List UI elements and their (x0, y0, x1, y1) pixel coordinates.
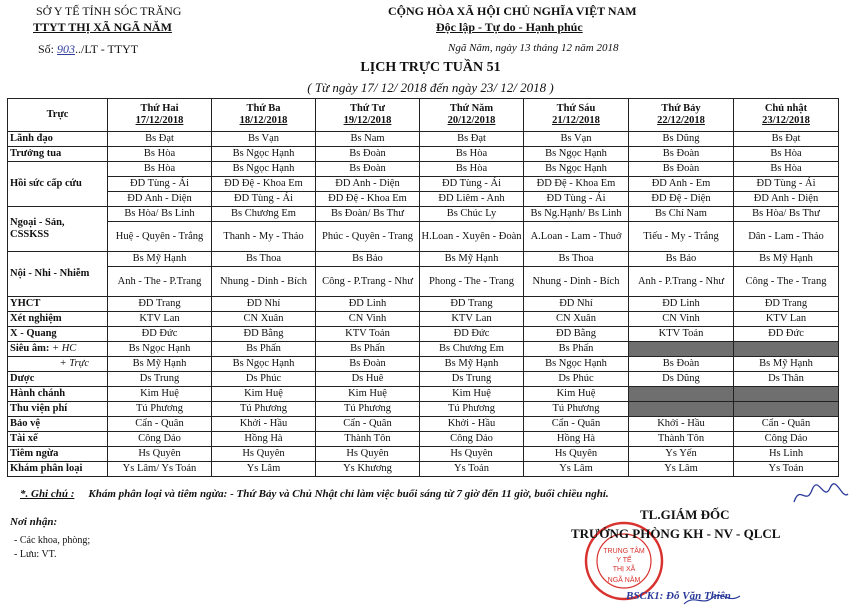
national-title: CỘNG HÒA XÃ HỘI CHỦ NGHĨA VIỆT NAM (388, 4, 637, 18)
cell: Cẩn - Quân (524, 417, 629, 432)
cell: Nhung - Dinh - Bích (212, 267, 316, 297)
cell: Ys Yến (629, 447, 734, 462)
cell: A.Loan - Lam - Thuở (524, 222, 629, 252)
cell: Hs Quyên (420, 447, 524, 462)
cell: Cẩn - Quân (108, 417, 212, 432)
cell: Bs Dũng (629, 132, 734, 147)
row-lanh-dao (8, 132, 839, 147)
col-header-day: Thứ Tư 19/12/2018 (316, 99, 420, 132)
cell: Ys Toản (420, 462, 524, 477)
row-label: Tiêm ngừa (8, 447, 108, 462)
cell: KTV Toản (316, 327, 420, 342)
cell: Bs Ngọc Hạnh (212, 147, 316, 162)
footnote (20, 488, 609, 500)
cell: Ys Lâm (212, 462, 316, 477)
cell: ĐD Đệ - Khoa Em (524, 177, 629, 192)
cell: ĐD Anh - Em (629, 177, 734, 192)
cell: ĐD Trang (108, 297, 212, 312)
cell: Bs Mỹ Hạnh (420, 252, 524, 267)
header-row (8, 99, 839, 132)
cell: Bs Chương Em (212, 207, 316, 222)
cell: Bs Hòa (734, 162, 839, 177)
cell: Bs Ngọc Hạnh (212, 357, 316, 372)
doc-number-suffix: ../LT - TTYT (75, 42, 139, 56)
cell: Công Dảo (420, 432, 524, 447)
col-header-day: Chủ nhật 23/12/2018 (734, 99, 839, 132)
row-x-quang (8, 327, 839, 342)
cell: Bs Bảo (629, 252, 734, 267)
cell: ĐD Trang (420, 297, 524, 312)
cell: ĐD Trang (734, 297, 839, 312)
doc-number-value: 903 (57, 42, 76, 56)
cell: Bs Ng.Hạnh/ Bs Linh (524, 207, 629, 222)
cell: Anh - The - P.Trang (108, 267, 212, 297)
col-header-day: Thứ Năm 20/12/2018 (420, 99, 524, 132)
cell: KTV Lan (108, 312, 212, 327)
col-header-day: Thứ Ba 18/12/2018 (212, 99, 316, 132)
row-yhct (8, 297, 839, 312)
row-hanh-chanh (8, 387, 839, 402)
doc-date: Ngã Năm, ngày 13 tháng 12 năm 2018 (448, 42, 619, 54)
cell: ĐD Tùng - Ái (524, 192, 629, 207)
cell: KTV Toản (629, 327, 734, 342)
cell: Ds Trung (420, 372, 524, 387)
row-hoi-suc-1 (8, 162, 839, 177)
cell: Tú Phương (316, 402, 420, 417)
row-duoc (8, 372, 839, 387)
row-truong-tua (8, 147, 839, 162)
cell: Bs Hòa/ Bs Thư (734, 207, 839, 222)
cell: Bs Nam (316, 132, 420, 147)
cell: Anh - P.Trang - Như (629, 267, 734, 297)
cell: H.Loan - Xuyên - Đoàn (420, 222, 524, 252)
cell: Khởi - Hầu (212, 417, 316, 432)
cell: Hồng Hà (524, 432, 629, 447)
row-label: Trưởng tua (8, 147, 108, 162)
cell: Huệ - Quyên - Trắng (108, 222, 212, 252)
cell: Bs Ngọc Hạnh (108, 342, 212, 357)
row-label: Lãnh đạo (8, 132, 108, 147)
row-label: YHCT (8, 297, 108, 312)
cell: Bs Thoa (212, 252, 316, 267)
recipients-title: Nơi nhận: (10, 516, 58, 528)
cell: Bs Ngọc Hạnh (524, 162, 629, 177)
row-label: Bảo vệ (8, 417, 108, 432)
cell: Bs Phấn (212, 342, 316, 357)
row-tiem-ngua (8, 447, 839, 462)
row-label: + Trực (8, 357, 108, 372)
cell: Kim Huệ (108, 387, 212, 402)
cell: ĐD Bằng (212, 327, 316, 342)
doc-number-label: Số: (38, 42, 55, 56)
cell: Hs Quyên (212, 447, 316, 462)
cell: ĐD Anh - Diện (108, 192, 212, 207)
cell: ĐD Linh (629, 297, 734, 312)
cell: Nhung - Dinh - Bích (524, 267, 629, 297)
org-name: TTYT THỊ XÃ NGÃ NĂM (33, 20, 172, 34)
svg-text:TRUNG TÂM: TRUNG TÂM (603, 548, 645, 555)
cell: Ds Huê (316, 372, 420, 387)
cell: Ds Phúc (524, 372, 629, 387)
row-label: Xét nghiệm (8, 312, 108, 327)
cell: Bs Chương Em (420, 342, 524, 357)
row-label: Tài xế (8, 432, 108, 447)
row-sieu-am-truc (8, 357, 839, 372)
row-kham-phan-loai (8, 462, 839, 477)
cell: Bs Thoa (524, 252, 629, 267)
cell: Khởi - Hầu (629, 417, 734, 432)
cell-closed (734, 402, 839, 417)
cell: Kim Huệ (524, 387, 629, 402)
cell: ĐD Đức (420, 327, 524, 342)
row-label: Thu viện phí (8, 402, 108, 417)
cell: Hs Quyên (524, 447, 629, 462)
cell-closed (629, 402, 734, 417)
cell: ĐD Đệ - Khoa Em (316, 192, 420, 207)
cell: Kim Huệ (316, 387, 420, 402)
cell: Bs Ngọc Hạnh (524, 147, 629, 162)
cell: Hồng Hà (212, 432, 316, 447)
cell: CN Xuân (212, 312, 316, 327)
row-label: Ngoại - Sản, CSSKSS (8, 207, 108, 252)
cell: Bs Mỹ Hạnh (108, 357, 212, 372)
cell: CN Xuân (524, 312, 629, 327)
row-hoi-suc-2 (8, 177, 839, 192)
row-sieu-am-hc (8, 342, 839, 357)
cell: Kim Huệ (212, 387, 316, 402)
cell: Bs Đạt (420, 132, 524, 147)
svg-text:Y TẾ: Y TẾ (616, 557, 632, 564)
row-hoi-suc-3 (8, 192, 839, 207)
cell: Hs Quyên (108, 447, 212, 462)
cell: Ys Lâm (629, 462, 734, 477)
row-label: Nội - Nhi - Nhiễm (8, 252, 108, 297)
cell: Bs Phấn (316, 342, 420, 357)
cell: Kim Huệ (420, 387, 524, 402)
cell: Thành Tôn (316, 432, 420, 447)
cell: Ys Khương (316, 462, 420, 477)
cell: Bs Đoàn (316, 357, 420, 372)
cell: Bs Ngọc Hạnh (524, 357, 629, 372)
cell: ĐD Liêm - Anh (420, 192, 524, 207)
cell: Hs Linh (734, 447, 839, 462)
cell: ĐD Linh (316, 297, 420, 312)
cell: Ds Thân (734, 372, 839, 387)
signature-icon (682, 592, 742, 608)
cell: Khởi - Hầu (420, 417, 524, 432)
cell-closed (734, 342, 839, 357)
cell: Ys Lâm (524, 462, 629, 477)
row-label: Hành chánh (8, 387, 108, 402)
cell: Bs Mỹ Hạnh (734, 357, 839, 372)
cell: Bs Hòa (420, 162, 524, 177)
cell-closed (629, 387, 734, 402)
initials-icon (790, 480, 850, 510)
cell-closed (629, 342, 734, 357)
row-label: Siêu âm: + HC (8, 342, 108, 357)
cell: CN Vinh (316, 312, 420, 327)
national-motto: Độc lập - Tự do - Hạnh phúc (436, 20, 583, 34)
cell: ĐD Nhí (524, 297, 629, 312)
cell: Bs Mỹ Hạnh (734, 252, 839, 267)
cell: Bs Hòa (420, 147, 524, 162)
cell: Bs Hòa (108, 162, 212, 177)
cell: ĐD Tùng - Ái (212, 192, 316, 207)
row-label: Dược (8, 372, 108, 387)
cell: ĐD Tùng - Ái (734, 177, 839, 192)
row-xet-nghiem (8, 312, 839, 327)
row-bao-ve (8, 417, 839, 432)
recipient-item: - Các khoa, phòng; (14, 535, 91, 546)
page-title: LỊCH TRỰC TUẦN 51 (360, 60, 501, 75)
cell: Công Dảo (108, 432, 212, 447)
signature-line2: TRƯỞNG PHÒNG KH - NV - QLCL (571, 526, 781, 541)
row-noi-nhi-1 (8, 252, 839, 267)
row-ngoai-san-1 (8, 207, 839, 222)
cell: Bs Đoàn (316, 147, 420, 162)
cell: CN Vinh (629, 312, 734, 327)
cell: Công - P.Trang - Như (316, 267, 420, 297)
cell: Tú Phương (108, 402, 212, 417)
col-header-day: Thứ Sáu 21/12/2018 (524, 99, 629, 132)
cell: Hs Quyên (316, 447, 420, 462)
cell: ĐD Đệ - Khoa Em (212, 177, 316, 192)
cell: Ds Phúc (212, 372, 316, 387)
cell: Bs Đoàn (629, 147, 734, 162)
cell-closed (734, 387, 839, 402)
col-header-day: Thứ Hai 17/12/2018 (108, 99, 212, 132)
cell: Thành Tôn (629, 432, 734, 447)
cell: Thanh - My - Thảo (212, 222, 316, 252)
cell: Bs Mỹ Hạnh (108, 252, 212, 267)
cell: Bs Hòa (108, 147, 212, 162)
cell: ĐD Bằng (524, 327, 629, 342)
cell: KTV Lan (734, 312, 839, 327)
cell: Tiếu - My - Trắng (629, 222, 734, 252)
row-noi-nhi-2 (8, 267, 839, 297)
cell: ĐD Tùng - Ái (420, 177, 524, 192)
org-parent: SỞ Y TẾ TỈNH SÓC TRĂNG (36, 4, 182, 18)
cell: Ys Toản (734, 462, 839, 477)
col-header-day: Thứ Bảy 22/12/2018 (629, 99, 734, 132)
svg-text:THỊ XÃ: THỊ XÃ (612, 566, 636, 573)
cell: Phúc - Quyên - Trang (316, 222, 420, 252)
footnote-text: Khám phân loại và tiêm ngừa: - Thứ Bảy và Chủ Nhật chỉ làm việc buổi sáng từ 7 giờ đến 11 giờ, buổi chiều nghỉ. (88, 488, 609, 500)
cell: Cẩn - Quân (316, 417, 420, 432)
row-ngoai-san-2 (8, 222, 839, 252)
cell: Phong - The - Trang (420, 267, 524, 297)
cell: Cẩn - Quân (734, 417, 839, 432)
signature-line1: TL.GIÁM ĐỐC (640, 507, 730, 522)
cell: ĐD Nhí (212, 297, 316, 312)
cell: Tú Phương (420, 402, 524, 417)
cell: Công - The - Trang (734, 267, 839, 297)
cell: KTV Lan (420, 312, 524, 327)
cell: Tú Phương (212, 402, 316, 417)
cell: ĐD Tùng - Ái (108, 177, 212, 192)
row-tai-xe (8, 432, 839, 447)
cell: Bs Đoàn (316, 162, 420, 177)
cell: Tú Phương (524, 402, 629, 417)
cell: Bs Đạt (734, 132, 839, 147)
row-label: Khám phân loại (8, 462, 108, 477)
cell: Bs Đoàn (629, 162, 734, 177)
doc-number (38, 42, 138, 57)
cell: Bs Hòa/ Bs Linh (108, 207, 212, 222)
cell: Bs Hòa (734, 147, 839, 162)
row-label: Hồi sức cấp cứu (8, 162, 108, 207)
footnote-key: *. Ghi chú : (20, 488, 75, 500)
svg-text:NGÃ NĂM: NGÃ NĂM (607, 577, 641, 584)
cell: ĐD Đệ - Diện (629, 192, 734, 207)
cell: Bs Ngọc Hạnh (212, 162, 316, 177)
cell: Bs Phấn (524, 342, 629, 357)
cell: Bs Mỹ Hạnh (420, 357, 524, 372)
cell: ĐD Anh - Diện (734, 192, 839, 207)
cell: Ds Dũng (629, 372, 734, 387)
row-thu-vien-phi (8, 402, 839, 417)
recipient-item: - Lưu: VT. (14, 549, 57, 560)
cell: Bs Đoàn/ Bs Thư (316, 207, 420, 222)
cell: Công Dảo (734, 432, 839, 447)
signatory-name: BSCK1: Đỗ Văn Thiên (626, 590, 731, 602)
cell: ĐD Đức (734, 327, 839, 342)
cell: Bs Chúc Ly (420, 207, 524, 222)
cell: Ds Trung (108, 372, 212, 387)
cell: Bs Chí Nam (629, 207, 734, 222)
page-subtitle: ( Từ ngày 17/ 12/ 2018 đến ngày 23/ 12/ 2018 ) (307, 80, 554, 95)
col-header-duty: Trực (8, 99, 108, 132)
cell: Bs Đoàn (629, 357, 734, 372)
schedule-table (7, 98, 839, 477)
cell: Bs Vạn (524, 132, 629, 147)
cell: ĐD Anh - Diện (316, 177, 420, 192)
cell: Bs Đạt (108, 132, 212, 147)
cell: ĐD Đức (108, 327, 212, 342)
cell: Dân - Lam - Thảo (734, 222, 839, 252)
row-label: X - Quang (8, 327, 108, 342)
cell: Bs Bảo (316, 252, 420, 267)
cell: Bs Vạn (212, 132, 316, 147)
cell: Ys Lâm/ Ys Toản (108, 462, 212, 477)
